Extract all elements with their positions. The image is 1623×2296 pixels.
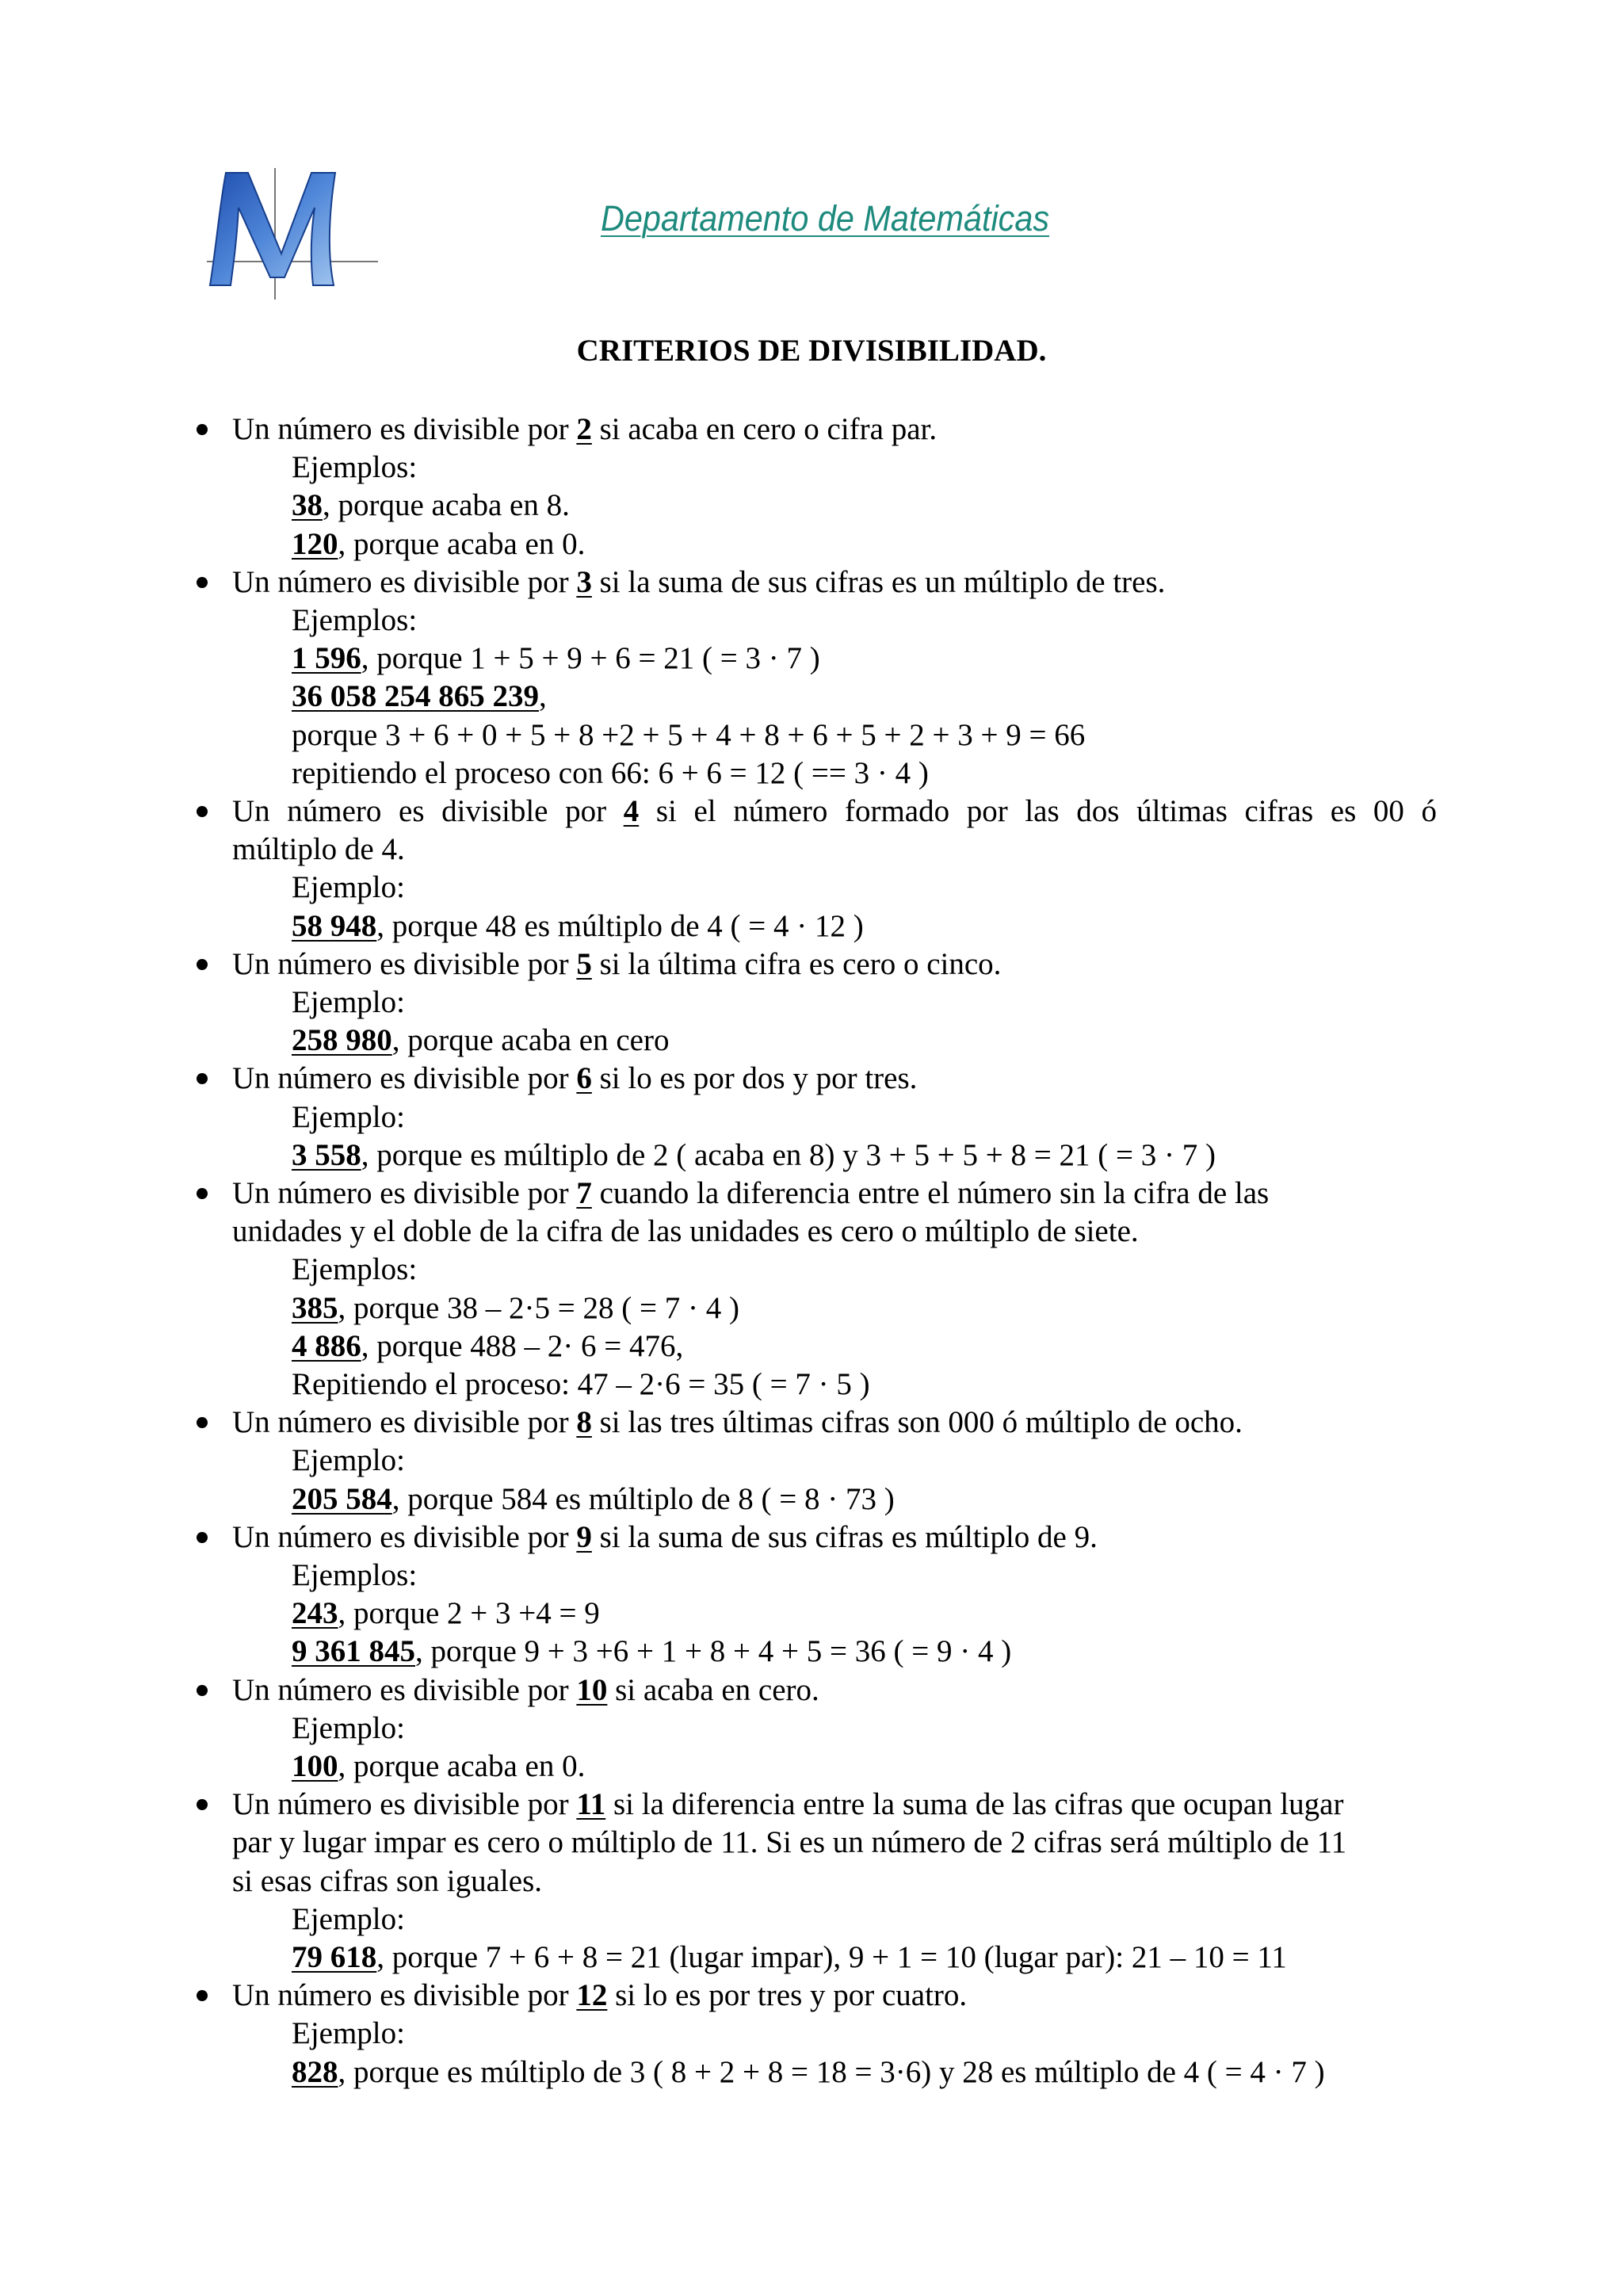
bullet-dot (197, 1417, 208, 1428)
rule-text-part: Un número es divisible por (232, 946, 577, 981)
example-number: 828 (292, 2054, 338, 2089)
example-text: , porque 7 + 6 + 8 = 21 (lugar impar), 9 + 1 = 10 (lugar par): 21 – 10 = 11 (376, 1940, 1287, 1974)
rule-text (232, 563, 1165, 602)
example-text: , porque 488 – 2· 6 = 476, (361, 1328, 684, 1363)
rule-text-continued (232, 1862, 542, 1901)
rule-text (232, 793, 1437, 831)
rule-text-part: si acaba en cero o cifra par. (591, 412, 938, 446)
rule-text (232, 1404, 1243, 1442)
example-text: , porque 48 es múltiplo de 4 ( = 4 · 12 ) (376, 908, 864, 943)
rule-text-continued (232, 1213, 1139, 1251)
example-text: , porque 584 es múltiplo de 8 ( = 8 · 73 ) (391, 1481, 895, 1516)
bullet-dot (197, 577, 208, 588)
department-logo (202, 159, 384, 301)
bullet-dot (197, 424, 208, 435)
rule-text-part: Un número es divisible por (232, 1978, 577, 2013)
bullet-dot (197, 1188, 208, 1199)
rule-text-part: si la suma de sus cifras es un múltiplo de tres. (591, 564, 1166, 599)
rule-text (232, 1786, 1343, 1824)
example-text: Repitiendo el proceso: 47 – 2·6 = 35 ( = 7 · 5 ) (292, 1367, 870, 1401)
example-text: , porque acaba en 8. (323, 488, 570, 523)
example-number: 120 (292, 526, 338, 561)
bullet-dot (197, 959, 208, 970)
example-line (292, 1022, 669, 1060)
divisor-number: 3 (576, 564, 592, 599)
example-text: , porque acaba en 0. (338, 526, 586, 561)
example-line (292, 1748, 585, 1786)
example-line (292, 1137, 1216, 1175)
rule-text-part: Un número es divisible por (232, 1061, 577, 1096)
rule-text (232, 1519, 1098, 1557)
example-number: 38 (292, 488, 323, 523)
rule-text-part: si lo es por dos y por tres. (591, 1061, 918, 1096)
example-text: , porque 1 + 5 + 9 + 6 = 21 ( = 3 · 7 ) (361, 641, 820, 676)
rule-text-part: Un número es divisible por (232, 1405, 577, 1440)
rule-text-part: Un número es divisible por (232, 1176, 577, 1210)
example-text: , porque acaba en 0. (338, 1749, 586, 1783)
rule-text (232, 411, 937, 449)
divisor-number: 10 (576, 1672, 608, 1707)
example-number: 79 618 (292, 1940, 377, 1974)
rule-text-continued (232, 831, 405, 869)
examples-label: Ejemplos: (292, 450, 418, 485)
department-title: Departamento de Matemáticas (601, 198, 1050, 239)
rule-text (232, 1060, 917, 1098)
example-text: , porque 9 + 3 +6 + 1 + 8 + 4 + 5 = 36 ( = 9 · 4 ) (415, 1634, 1012, 1669)
example-text: , porque es múltiplo de 3 ( 8 + 2 + 8 = 18 = 3·6) y 28 es múltiplo de 4 ( = 4 · 7 ) (338, 2054, 1325, 2089)
examples-label: Ejemplo: (292, 1901, 405, 1936)
rule-text-part: cuando la diferencia entre el número sin la cifra de las (591, 1176, 1270, 1210)
example-number: 36 058 254 865 239 (292, 679, 539, 714)
divisor-number: 8 (576, 1405, 592, 1440)
divisor-number: 4 (623, 794, 640, 828)
page-title: CRITERIOS DE DIVISIBILIDAD. (576, 334, 1047, 368)
bullet-dot (197, 1990, 208, 2001)
bullet-dot (197, 1799, 208, 1810)
rule-text-part: Un número es divisible por (232, 1672, 577, 1707)
rule-text-part: múltiplo de 4. (232, 832, 405, 867)
rule-text-part: Un número es divisible por (232, 1787, 577, 1822)
example-number: 205 584 (292, 1481, 392, 1516)
bullet-dot (197, 1532, 208, 1543)
rule-text (232, 1977, 967, 2015)
divisor-number: 9 (576, 1519, 592, 1554)
rule-text-part: si el número formado por las dos últimas cifras es 00 ó (639, 794, 1437, 828)
rule-text-part: si esas cifras son iguales. (232, 1863, 542, 1898)
example-line (292, 678, 547, 716)
example-number: 1 596 (292, 641, 361, 676)
example-number: 4 886 (292, 1328, 361, 1363)
divisor-number: 12 (576, 1978, 608, 2013)
divisor-number: 6 (576, 1061, 592, 1096)
example-text: , porque acaba en cero (391, 1023, 670, 1058)
logo-letter-m (210, 173, 335, 285)
example-line (292, 1480, 895, 1519)
bullet-dot (197, 1073, 208, 1084)
example-line (292, 525, 585, 563)
rule-text-part: unidades y el doble de la cifra de las unidades es cero o múltiplo de siete. (232, 1214, 1139, 1249)
examples-label: Ejemplos: (292, 1558, 418, 1592)
rule-text (232, 1671, 819, 1710)
example-number: 385 (292, 1290, 338, 1325)
example-line (292, 1366, 870, 1404)
example-number: 9 361 845 (292, 1634, 415, 1669)
example-text: porque 3 + 6 + 0 + 5 + 8 +2 + 5 + 4 + 8 + 6 + 5 + 2 + 3 + 9 = 66 (292, 717, 1086, 752)
examples-label: Ejemplos: (292, 603, 418, 637)
examples-label: Ejemplo: (292, 1443, 405, 1478)
example-line (292, 1328, 683, 1366)
rule-text-part: Un número es divisible por (232, 412, 577, 446)
example-line (292, 2053, 1325, 2092)
rule-text-part: Un número es divisible por (232, 1519, 577, 1554)
rule-text-part: si lo es por tres y por cuatro. (607, 1978, 968, 2013)
rule-text-part: si la diferencia entre la suma de las cifras que ocupan lugar (605, 1787, 1344, 1822)
rule-text-part: Un número es divisible por (232, 564, 577, 599)
example-number: 243 (292, 1596, 338, 1631)
example-line (292, 1939, 1287, 1977)
example-line (292, 1289, 739, 1328)
divisor-number: 5 (576, 946, 592, 981)
example-number: 100 (292, 1749, 338, 1783)
example-text: , (539, 679, 547, 714)
examples-label: Ejemplo: (292, 870, 405, 905)
example-line (292, 755, 929, 793)
rule-text-part: si la última cifra es cero o cinco. (591, 946, 1002, 981)
rule-text-part: si las tres últimas cifras son 000 ó múltiplo de ocho. (591, 1405, 1243, 1440)
example-number: 3 558 (292, 1137, 361, 1172)
rule-text-part: si acaba en cero. (607, 1672, 819, 1707)
divisor-number: 11 (576, 1787, 606, 1822)
rule-text-part: Un número es divisible por (232, 794, 624, 828)
example-number: 258 980 (292, 1023, 392, 1058)
examples-label: Ejemplo: (292, 1710, 405, 1745)
example-line (292, 487, 570, 525)
rule-text-continued (232, 1824, 1346, 1862)
examples-label: Ejemplo: (292, 2016, 405, 2051)
example-line (292, 1595, 600, 1633)
example-line (292, 1633, 1011, 1671)
bullet-dot (197, 806, 208, 817)
rule-text-part: si la suma de sus cifras es múltiplo de 9. (591, 1519, 1098, 1554)
example-number: 58 948 (292, 908, 377, 943)
example-line (292, 907, 864, 946)
rule-text (232, 1175, 1269, 1213)
example-line (292, 640, 820, 678)
examples-label: Ejemplo: (292, 985, 405, 1019)
divisor-number: 2 (576, 412, 592, 446)
example-line (292, 716, 1085, 755)
rule-text (232, 946, 1001, 984)
examples-label: Ejemplos: (292, 1252, 418, 1287)
example-text: repitiendo el proceso con 66: 6 + 6 = 12 ( == 3 · 4 ) (292, 755, 929, 790)
divisor-number: 7 (576, 1176, 592, 1210)
example-text: , porque 2 + 3 +4 = 9 (338, 1596, 600, 1631)
rule-text-part: par y lugar impar es cero o múltiplo de 11. Si es un número de 2 cifras será múltiplo de 11 (232, 1825, 1347, 1860)
example-text: , porque 38 – 2·5 = 28 ( = 7 · 4 ) (338, 1290, 739, 1325)
example-text: , porque es múltiplo de 2 ( acaba en 8) y 3 + 5 + 5 + 8 = 21 ( = 3 · 7 ) (361, 1137, 1216, 1172)
bullet-dot (197, 1685, 208, 1696)
examples-label: Ejemplo: (292, 1099, 405, 1134)
